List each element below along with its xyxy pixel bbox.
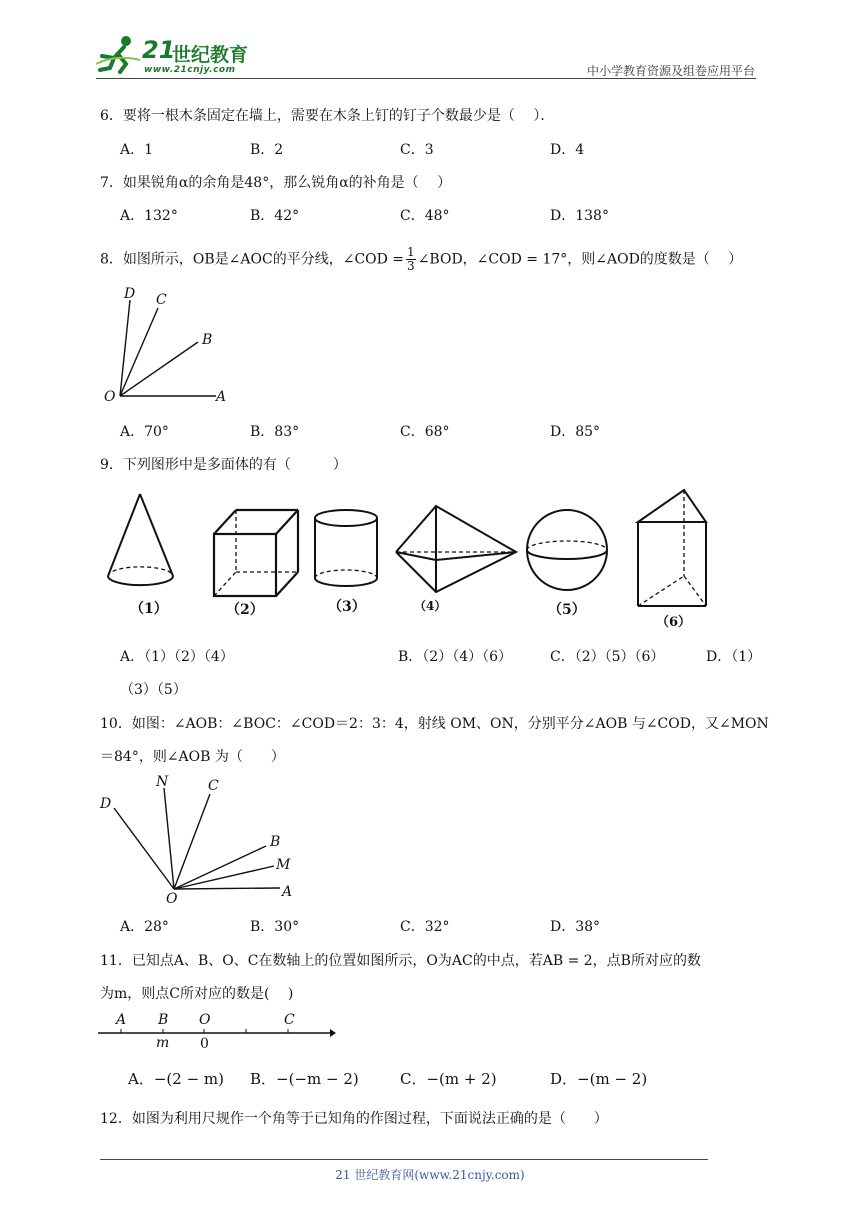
fraction-denominator: 3 bbox=[407, 259, 415, 273]
header-platform-text: 中小学教育资源及组卷应用平台 bbox=[586, 64, 755, 78]
question-text: 如图为利用尺规作一个角等于已知角的作图过程，下面说法正确的是（ ） bbox=[131, 1111, 608, 1127]
number-line bbox=[98, 1024, 338, 1044]
prism-shape bbox=[638, 490, 706, 606]
header-divider bbox=[96, 78, 756, 79]
option-d-continued: （3）（5） bbox=[120, 682, 187, 698]
label-a: A bbox=[282, 884, 293, 900]
question-number: 9． bbox=[100, 457, 123, 473]
label-b: B bbox=[202, 332, 213, 348]
option-a[interactable]: A．−(2 − m) bbox=[128, 1070, 224, 1088]
question-12-stem bbox=[100, 1110, 608, 1128]
option-d[interactable]: D．85° bbox=[550, 424, 601, 440]
solid-label-6: （6） bbox=[656, 615, 692, 630]
label-o: O bbox=[166, 891, 178, 907]
ray-od bbox=[120, 300, 130, 396]
cone-shape bbox=[108, 494, 173, 585]
cube-shape bbox=[214, 510, 298, 596]
question-11-stem bbox=[100, 952, 701, 970]
option-c[interactable]: C．−(m + 2) bbox=[400, 1070, 497, 1088]
question-7-stem bbox=[100, 174, 451, 192]
label-o: O bbox=[104, 389, 116, 405]
option-d[interactable]: D．138° bbox=[550, 208, 609, 224]
solid-label-1: （1） bbox=[130, 601, 168, 617]
ray-od bbox=[114, 808, 174, 889]
label-a: A bbox=[116, 1012, 127, 1028]
question-text: 如图：∠AOB：∠BOC：∠COD＝2：3：4，射线 OM、ON，分别平分∠AOB 与∠COD，又∠MON bbox=[131, 716, 769, 732]
sphere-shape bbox=[527, 510, 607, 590]
solids-figure bbox=[100, 486, 720, 636]
footer-divider bbox=[100, 1159, 708, 1160]
option-b[interactable]: B．−(−m − 2) bbox=[250, 1070, 359, 1088]
question-number: 12． bbox=[100, 1111, 132, 1127]
question-number: 6． bbox=[100, 108, 123, 124]
logo-number: 21 bbox=[142, 36, 176, 64]
ray-om bbox=[174, 866, 274, 889]
option-a[interactable]: A．28° bbox=[120, 919, 169, 935]
label-o: O bbox=[199, 1012, 211, 1028]
option-d[interactable]: D．（1） bbox=[706, 649, 762, 665]
option-d[interactable]: D．38° bbox=[550, 919, 601, 935]
question-10-stem-line2: ＝84°，则∠AOB 为（ ） bbox=[100, 749, 285, 765]
label-b: B bbox=[270, 834, 281, 850]
logo-text: 世纪教育 bbox=[172, 44, 249, 66]
bipyramid-shape bbox=[396, 506, 516, 592]
option-c[interactable]: C．48° bbox=[400, 208, 450, 224]
question-number: 11． bbox=[100, 953, 132, 969]
question-9-stem bbox=[100, 456, 347, 474]
fraction-numerator: 1 bbox=[407, 245, 415, 259]
option-b[interactable]: B．42° bbox=[250, 208, 300, 224]
option-a[interactable]: A．（1）（2）（4） bbox=[120, 649, 234, 665]
option-c[interactable]: C．3 bbox=[400, 142, 434, 158]
label-c: C bbox=[208, 778, 219, 794]
solid-label-2: （2） bbox=[226, 602, 264, 618]
question-number: 10． bbox=[100, 716, 132, 732]
option-b[interactable]: B．2 bbox=[250, 142, 284, 158]
option-a[interactable]: A．132° bbox=[120, 208, 178, 224]
label-zero: 0 bbox=[200, 1036, 209, 1052]
question-text: 下列图形中是多面体的有（ ） bbox=[122, 457, 347, 473]
option-c[interactable]: C．（2）（5）（6） bbox=[550, 649, 665, 665]
question-text: 要将一根木条固定在墙上，需要在木条上钉的钉子个数最少是（ ）． bbox=[122, 108, 555, 124]
question-number: 8． bbox=[100, 251, 123, 268]
question-8-stem bbox=[100, 246, 742, 273]
label-m: M bbox=[276, 857, 291, 873]
question-number: 7． bbox=[100, 175, 123, 191]
option-c[interactable]: C．32° bbox=[400, 919, 450, 935]
logo-url: www.21cnjy.com bbox=[144, 65, 236, 75]
runner-icon bbox=[96, 34, 142, 74]
ray-on bbox=[164, 788, 174, 889]
question-10-stem bbox=[100, 715, 769, 733]
option-a[interactable]: A．70° bbox=[120, 424, 169, 440]
ray-oa bbox=[174, 888, 280, 889]
solid-label-4: （4） bbox=[414, 599, 447, 613]
angle-figure-q10 bbox=[96, 774, 296, 904]
solid-label-3: （3） bbox=[328, 599, 366, 615]
question-text-b: ∠BOD，∠COD = 17°，则∠AOD的度数是（ ） bbox=[417, 251, 743, 268]
label-a: A bbox=[216, 389, 227, 405]
option-b[interactable]: B．30° bbox=[250, 919, 300, 935]
option-a[interactable]: A．1 bbox=[120, 142, 154, 158]
label-c: C bbox=[156, 292, 167, 308]
question-text-a: 如图所示，OB是∠AOC的平分线，∠COD = bbox=[122, 251, 405, 268]
option-d[interactable]: D．4 bbox=[550, 142, 585, 158]
option-d[interactable]: D．−(m − 2) bbox=[550, 1070, 648, 1088]
fraction bbox=[406, 246, 416, 273]
label-m: m bbox=[156, 1035, 170, 1051]
option-b[interactable]: B．（2）（4）（6） bbox=[398, 649, 513, 665]
cylinder-shape bbox=[315, 510, 377, 586]
label-c: C bbox=[284, 1012, 295, 1028]
label-d: D bbox=[124, 286, 136, 302]
label-b: B bbox=[158, 1012, 169, 1028]
question-text: 如果锐角α的余角是48°，那么锐角α的补角是（ ） bbox=[122, 175, 452, 191]
option-b[interactable]: B．83° bbox=[250, 424, 300, 440]
label-d: D bbox=[100, 796, 112, 812]
question-11-stem-line2: 为m，则点C所对应的数是( ) bbox=[100, 986, 294, 1002]
question-text: 已知点A、B、O、C在数轴上的位置如图所示，O为AC的中点，若AB = 2，点B所对应的数 bbox=[131, 953, 701, 969]
question-6-stem bbox=[100, 107, 554, 125]
footer-text[interactable]: 21 世纪教育网(www.21cnjy.com) bbox=[335, 1168, 525, 1182]
solid-label-5: （5） bbox=[548, 602, 586, 618]
option-c[interactable]: C．68° bbox=[400, 424, 450, 440]
label-n: N bbox=[156, 774, 169, 790]
axis-arrow bbox=[330, 1029, 336, 1037]
